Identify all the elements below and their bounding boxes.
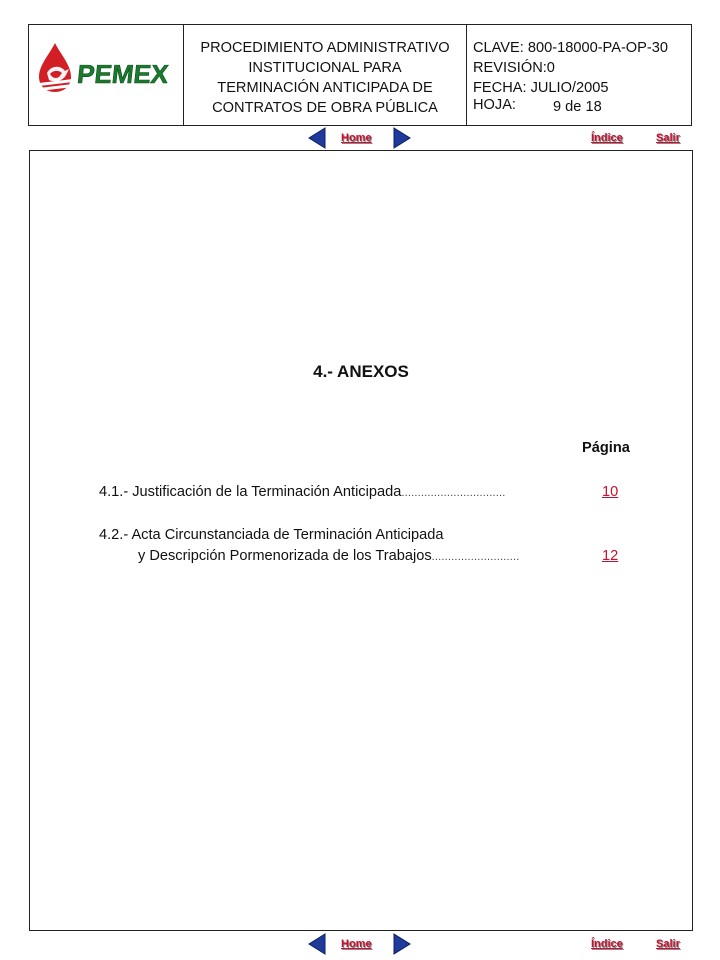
- clave-label: CLAVE:: [473, 40, 524, 56]
- meta-cell: [467, 25, 691, 125]
- clave-line: [473, 38, 668, 58]
- title-cell: [184, 25, 467, 125]
- toc-item-1-page-link[interactable]: 10: [602, 484, 619, 500]
- document-title: [184, 38, 466, 118]
- toc-item-1-text: 4.1.- Justificación de la Terminación Anticipada: [99, 484, 402, 500]
- document-header: [28, 24, 692, 126]
- toc-item-2-text: 4.2.- Acta Circunstanciada de Terminación Anticipada: [99, 527, 444, 543]
- toc-item-1-leader: ................................: [401, 487, 506, 499]
- pemex-logo: [35, 39, 180, 105]
- bottom-navigation: [0, 932, 720, 958]
- home-link[interactable]: Home: [341, 938, 372, 950]
- title-line-3: TERMINACIÓN ANTICIPADA DE: [217, 80, 433, 96]
- salir-link[interactable]: Salir: [656, 132, 680, 144]
- title-line-4: CONTRATOS DE OBRA PÚBLICA: [212, 100, 438, 116]
- fecha-value: JULIO/2005: [530, 80, 609, 96]
- hoja-line: [473, 95, 516, 115]
- revision-line: [473, 58, 555, 78]
- indice-link[interactable]: Índice: [591, 132, 623, 144]
- home-link[interactable]: Home: [341, 132, 372, 144]
- toc-item-2-continued: [138, 548, 520, 564]
- salir-link[interactable]: Salir: [656, 938, 680, 950]
- hoja-label: HOJA:: [473, 97, 516, 113]
- logo-cell: [29, 25, 184, 125]
- next-arrow-icon[interactable]: [392, 127, 412, 149]
- toc-item-1: [99, 484, 506, 500]
- content-area: [29, 150, 693, 931]
- toc-item-2-leader: ...........................: [431, 551, 520, 563]
- title-line-1: PROCEDIMIENTO ADMINISTRATIVO: [200, 40, 450, 56]
- toc-item-2-text-line2: y Descripción Pormenorizada de los Trabajos: [138, 548, 432, 564]
- top-navigation: [0, 126, 720, 152]
- previous-arrow-icon[interactable]: [307, 933, 327, 955]
- previous-arrow-icon[interactable]: [307, 127, 327, 149]
- next-arrow-icon[interactable]: [392, 933, 412, 955]
- indice-link[interactable]: Índice: [591, 938, 623, 950]
- clave-value: 800-18000-PA-OP-30: [527, 40, 668, 56]
- logo-wordmark: PEMEX: [75, 59, 170, 89]
- title-line-2: INSTITUCIONAL PARA: [248, 60, 402, 76]
- toc-item-2-page-link[interactable]: 12: [602, 548, 619, 564]
- fecha-label: FECHA:: [473, 80, 527, 96]
- revision-value: 0: [546, 60, 555, 76]
- toc-item-2: [99, 527, 444, 543]
- page-column-label: Página: [582, 440, 630, 456]
- hoja-value: 9 de 18: [553, 99, 602, 115]
- section-title: 4.- ANEXOS: [313, 362, 409, 381]
- revision-label: REVISIÓN:: [473, 60, 547, 76]
